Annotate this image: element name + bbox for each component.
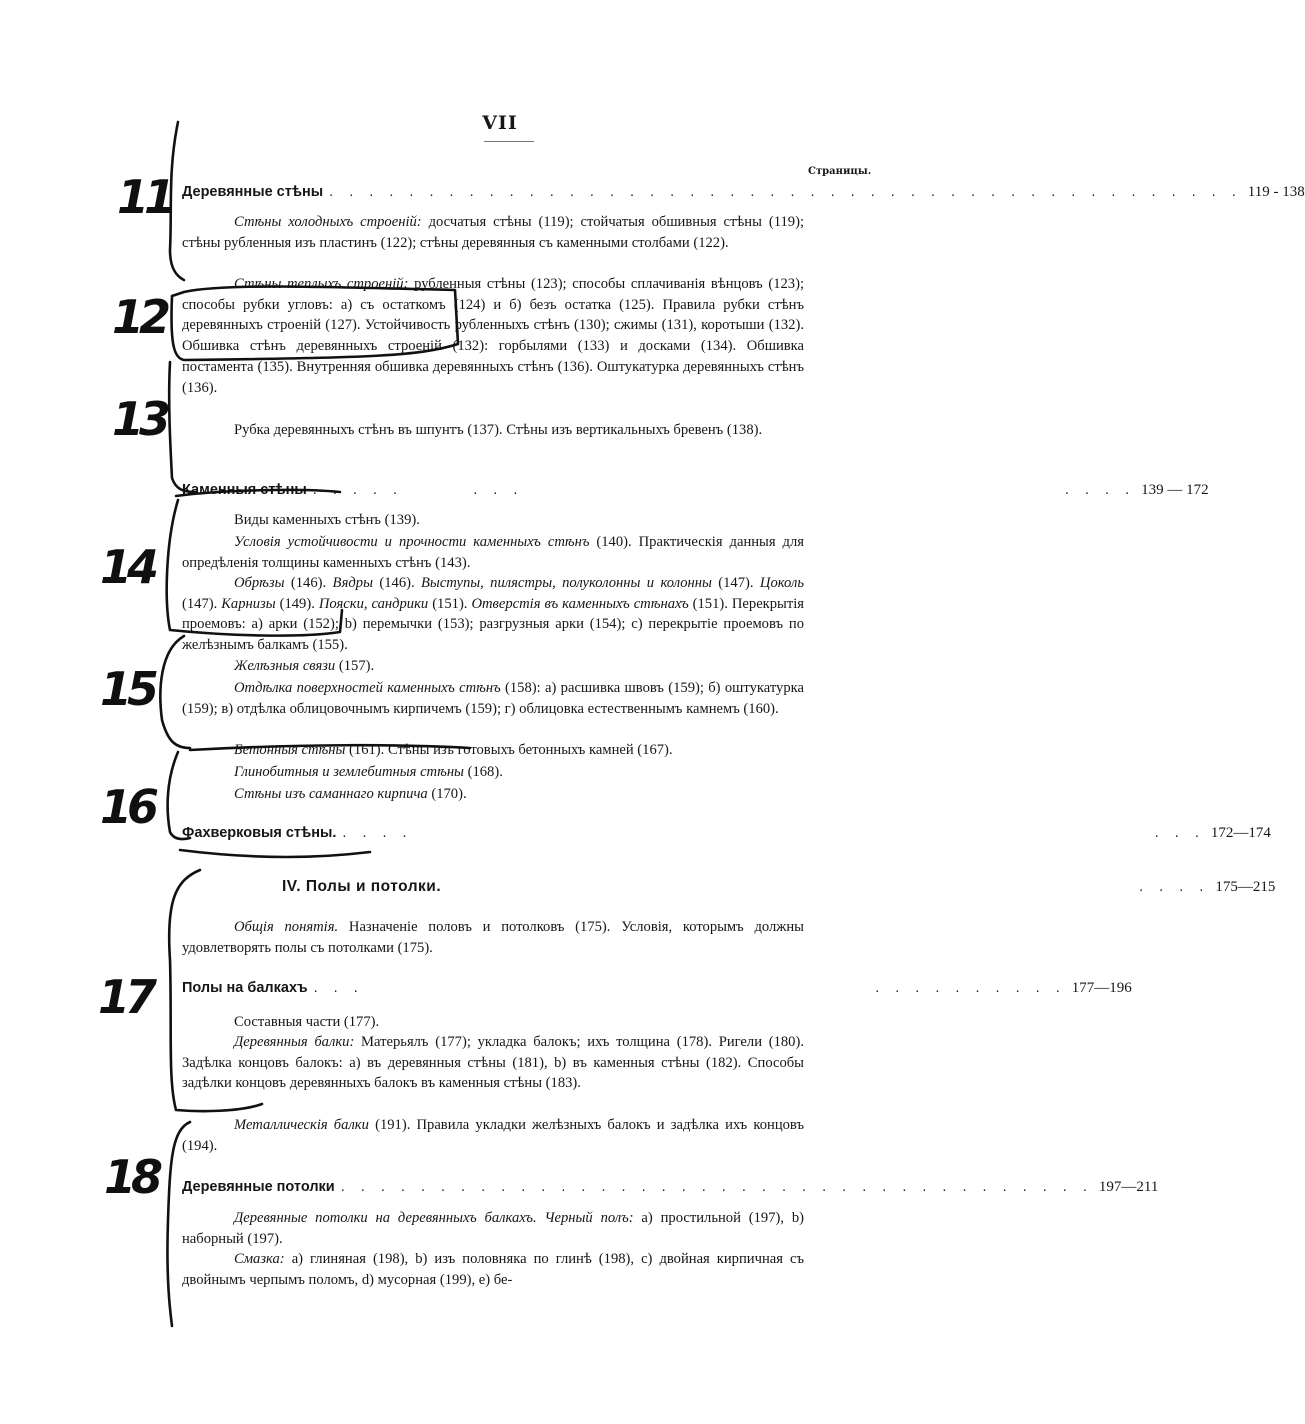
bracket-13 (169, 362, 196, 492)
text-run: (147). (711, 575, 760, 591)
em-phrase: Вядры (332, 575, 373, 591)
page-range: 172—174 (1210, 825, 1271, 841)
text-run: (140). Практическія данныя для опредѣленія толщины каменныхъ стѣнъ (143). (182, 534, 804, 571)
text-run: а) простильной (197), b) наборный (197). (182, 1210, 804, 1247)
pages-column-header: Страницы. (808, 166, 872, 177)
underline-stone (176, 490, 340, 496)
bracket-11 (170, 122, 184, 280)
underline-fachwerk (180, 850, 370, 857)
leader-dots: . . . . . . . . . . . . . (313, 980, 1066, 996)
leader-dots: . . . . . . . . . . . . . . . . . . . . . . . . . . . . . . . . . . . . . . . . . . . . . . (329, 184, 1242, 200)
em-phrase: Смазка: (234, 1251, 285, 1267)
em-phrase: Выступы, пилястры, полуколонны и колонны (421, 575, 712, 591)
text-run: (161). Стѣны изъ готовыхъ бетонныхъ камней (167). (345, 742, 673, 758)
heading-title: Деревянные стѣны (182, 184, 324, 200)
em-phrase: Условія устойчивости и прочности каменныхъ стѣнъ (234, 534, 590, 550)
underline-concrete (190, 745, 470, 750)
page-range: 119 - 138 (1247, 184, 1305, 200)
bracket-16 (168, 752, 190, 839)
page-range: 175—215 (1215, 879, 1276, 895)
text-run: (170). (427, 786, 467, 802)
em-phrase: Пояски, сандрики (318, 595, 429, 612)
text-run: (146). (284, 575, 333, 591)
text-run: Составныя части (177). (234, 1014, 380, 1030)
text-run: рубленныя стѣны (123); способы сплачиванія вѣнцовъ (123); способы рубки угловъ: а) съ остаткомъ (124) и б) безъ остатка (125). Правила рубки стѣнъ деревянныхъ строеній (127). Устойчивость рубленныхъ стѣнъ (130); сжимы (131), коротыши (132). Обшивка стѣнъ деревянныхъ строеній (132): горбылями (133) и досками (134). Обшивка постамента (135). Внутренняя обшивка деревянныхъ стѣнъ (136). Оштукатурка деревянныхъ стѣнъ (136). (182, 276, 805, 396)
em-phrase: Бетонныя стѣны (234, 742, 346, 758)
bracket-15 (160, 636, 190, 748)
em-phrase: Желѣзныя связи (234, 658, 336, 674)
em-phrase: Стѣны холодныхъ строеній: (234, 214, 422, 230)
handwritten-number-18: 18 (104, 1150, 159, 1204)
text-run: (147). (182, 595, 222, 612)
heading-title: Полы на балкахъ (182, 980, 308, 996)
em-phrase: Стѣны изъ саманнаго кирпича (234, 786, 428, 802)
page-range: 197—211 (1098, 1179, 1159, 1195)
chapter-title: IV. Полы и потолки. (282, 878, 442, 895)
handwritten-number-17: 17 (98, 970, 153, 1024)
handwritten-number-14: 14 (100, 540, 155, 594)
page-number: VII (482, 112, 518, 134)
leader-dots: . . . . . . . . . . . . (312, 482, 1136, 498)
text-run: досчатыя стѣны (119); стойчатыя обшивныя стѣны (119); стѣны рубленныя изъ пластинъ (122); стѣны деревянныя съ каменными столбами (122). (182, 214, 804, 251)
em-phrase: Стѣны теплыхъ строеній: (234, 276, 409, 292)
text-run: (191). Правила укладки желѣзныхъ балокъ и задѣлка ихъ концовъ (194). (182, 1117, 805, 1154)
handwritten-number-11: 11 (117, 170, 172, 224)
text-run: Рубка деревянныхъ стѣнъ въ шпунтъ (137). Стѣны изъ вертикальныхъ бревенъ (138). (234, 422, 763, 438)
bracket-17 (169, 870, 262, 1111)
em-phrase: Отдѣлка поверхностей каменныхъ стѣнъ (234, 680, 501, 696)
text-run: (168). (463, 764, 503, 780)
bracket-12 (172, 287, 459, 361)
bracket-18 (167, 1122, 190, 1326)
handwritten-number-12: 12 (112, 290, 167, 344)
text-run: (158): а) расшивка швовъ (159); б) оштукатурка (159); в) отдѣлка облицовочнымъ кирпичемъ (159); г) облицовка естественнымъ камнемъ (160). (182, 680, 804, 717)
em-phrase: Металлическія балки (234, 1117, 369, 1133)
text-run: (149). (275, 595, 319, 612)
text-run: Матерьялъ (177); укладка балокъ; ихъ толщина (178). Ригели (180). Задѣлка концовъ балокъ: а) въ деревянныя стѣны (181), b) въ каменныя стѣны (182). Способы задѣлки концовъ деревянныхъ балокъ въ каменныя стѣны (183). (182, 1034, 804, 1092)
em-phrase: Карнизы (221, 595, 276, 612)
heading-title: Каменныя стѣны (182, 482, 307, 498)
em-phrase: Цоколь (759, 575, 804, 591)
em-phrase: Деревянные потолки на деревянныхъ балкахъ. Черный полъ: (234, 1210, 634, 1226)
bracket-14 (167, 500, 342, 636)
em-phrase: Общія понятія. (234, 919, 339, 935)
leader-dots: . . . . . . . (342, 825, 1205, 841)
text-run: Назначеніе половъ и потолковъ (175). Условія, которымъ должны удовлетворять полы съ потолками (175). (182, 919, 804, 956)
em-phrase: Обрѣзы (234, 575, 285, 591)
page-range: 177—196 (1071, 980, 1132, 996)
em-phrase: Глинобитныя и землебитныя стѣны (234, 764, 464, 780)
text-run: а) глиняная (198), b) изъ половняка по глинѣ (198), с) двойная кирпичная съ двойнымъ черпымъ поломъ, d) мусорная (199), е) бе- (182, 1251, 804, 1288)
text-run: Виды каменныхъ стѣнъ (139). (234, 512, 420, 528)
heading-title: Фахверковыя стѣны. (182, 825, 337, 841)
page-range: 139 — 172 (1141, 482, 1209, 498)
text-run: (146). (372, 575, 422, 591)
text-run: (151). Перекрытія проемовъ: а) арки (152); b) перемычки (153); разгрузныя арки (154); с) перекрытіе проемовъ по желѣзнымъ балкамъ (155). (182, 595, 805, 654)
text-run: (151). (428, 595, 472, 612)
em-phrase: Деревянныя балки: (234, 1034, 355, 1050)
handwritten-number-16: 16 (100, 780, 155, 834)
handwritten-number-13: 13 (112, 392, 167, 446)
handwritten-number-15: 15 (100, 662, 155, 716)
heading-title: Деревянные потолки (182, 1179, 335, 1195)
leader-dots: . . . . (447, 879, 1210, 895)
text-run: (157). (335, 658, 375, 674)
leader-dots: . . . . . . . . . . . . . . . . . . . . . . . . . . . . . . . . . . . . . . (340, 1179, 1093, 1195)
em-phrase: Отверстія въ каменныхъ стѣнахъ (471, 595, 689, 612)
